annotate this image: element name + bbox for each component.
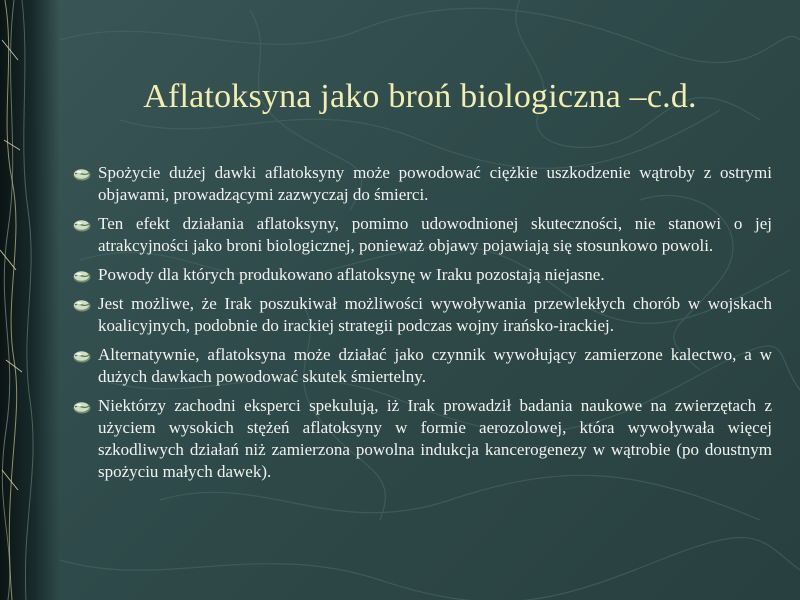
slide-title: Aflatoksyna jako broń biologiczna –c.d. bbox=[143, 78, 697, 115]
bullet-text: Powody dla których produkowano aflatoksynę w Iraku pozostają niejasne. bbox=[98, 265, 605, 284]
globe-bullet-icon bbox=[72, 346, 92, 364]
globe-bullet-icon bbox=[72, 397, 92, 415]
bullet-item bbox=[70, 344, 772, 388]
globe-bullet-icon bbox=[72, 266, 92, 284]
bullet-text: Jest możliwe, że Irak poszukiwał możliwości wywoływania przewlekłych chorób w wojskach koalicyjnych, podobnie do irackiej strategii podczas wojny irańsko-irackiej. bbox=[98, 294, 772, 335]
bullet-text: Ten efekt działania aflatoksyny, pomimo udowodnionej skuteczności, nie stanowi o jej atrakcyjności jako broni biologicznej, ponieważ objawy pojawiają się stosunkowo powoli. bbox=[98, 214, 772, 255]
bullet-item bbox=[70, 213, 772, 257]
bullet-text: Alternatywnie, aflatoksyna może działać jako czynnik wywołujący zamierzone kalectwo, a w dużych dawkach powodować skutek śmiertelny. bbox=[98, 345, 772, 386]
globe-bullet-icon bbox=[72, 164, 92, 182]
bullet-item bbox=[70, 395, 772, 483]
bullet-item bbox=[70, 293, 772, 337]
bullet-text: Spożycie dużej dawki aflatoksyny może powodować ciężkie uszkodzenie wątroby z ostrymi objawami, prowadzącymi zazwyczaj do śmierci. bbox=[98, 163, 772, 204]
globe-bullet-icon bbox=[72, 295, 92, 313]
globe-bullet-icon bbox=[72, 215, 92, 233]
bullet-list bbox=[70, 162, 772, 490]
bullet-item bbox=[70, 264, 772, 286]
bullet-item bbox=[70, 162, 772, 206]
bullet-text: Niektórzy zachodni eksperci spekulują, iż Irak prowadził badania naukowe na zwierzętach z użyciem wysokich stężeń aflatoksyny w formie aerozolowej, która wywoływała więcej szkodliwych działań niż zamierzona powolna indukcja kancerogenezy w wątrobie (po doustnym spożyciu małych dawek). bbox=[98, 396, 772, 481]
